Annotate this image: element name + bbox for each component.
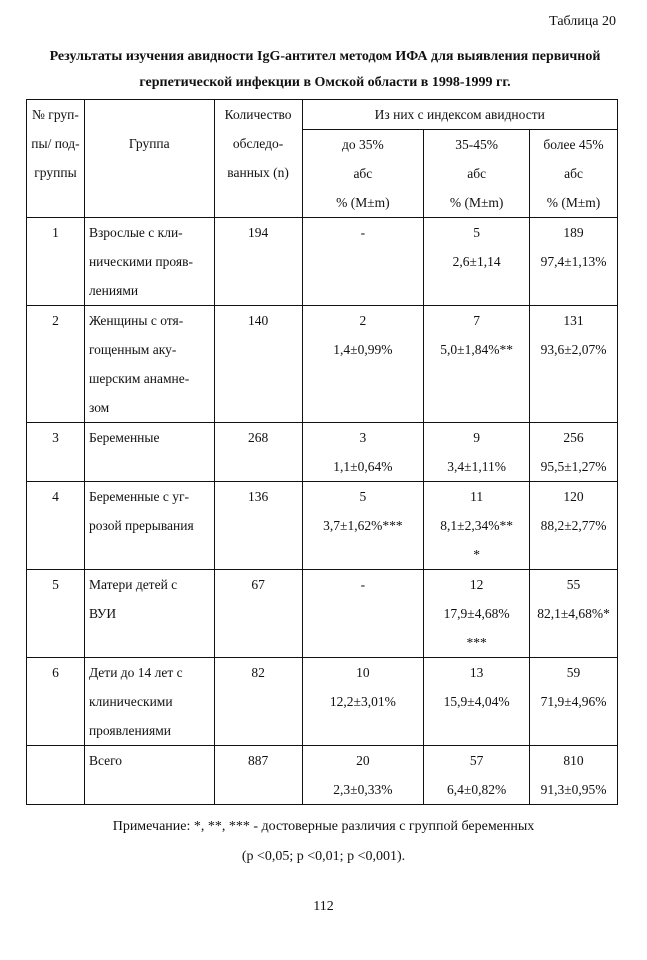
title-line-1: Результаты изучения авидности IgG-антител методом ИФА для выявления первичной bbox=[49, 49, 601, 64]
cell-below-35: 10 12,2±3,01% bbox=[302, 658, 424, 746]
header-row-1 bbox=[27, 100, 618, 130]
cell-below-35: - bbox=[302, 570, 424, 658]
table-row bbox=[27, 746, 618, 805]
cell-count: 194 bbox=[214, 218, 302, 306]
cell-above-45: 131 93,6±2,07% bbox=[530, 306, 618, 423]
table-note-significance: (p <0,05; p <0,01; p <0,001). bbox=[241, 849, 406, 864]
header-sub-3: более 45% абс % (M±m) bbox=[530, 130, 618, 218]
title-line-2: герпетической инфекции в Омской области в 1998-1999 гг. bbox=[139, 75, 511, 90]
header-sub-1: до 35% абс % (M±m) bbox=[302, 130, 424, 218]
cell-group-name: Беременные bbox=[84, 423, 214, 482]
cell-35-45: 57 6,4±0,82% bbox=[424, 746, 530, 805]
cell-35-45: 7 5,0±1,84%** bbox=[424, 306, 530, 423]
cell-group-number: 4 bbox=[27, 482, 85, 570]
cell-above-45: 256 95,5±1,27% bbox=[530, 423, 618, 482]
table-row bbox=[27, 423, 618, 482]
cell-above-45: 189 97,4±1,13% bbox=[530, 218, 618, 306]
cell-group-name: Всего bbox=[84, 746, 214, 805]
table-row bbox=[27, 658, 618, 746]
cell-count: 82 bbox=[214, 658, 302, 746]
header-sub-2: 35-45% абс % (M±m) bbox=[424, 130, 530, 218]
cell-below-35: - bbox=[302, 218, 424, 306]
table-caption: Таблица 20 bbox=[549, 14, 616, 29]
cell-group-name: Дети до 14 лет с клиническими проявлениями bbox=[84, 658, 214, 746]
header-group-number: № груп- пы/ под- группы bbox=[27, 100, 85, 218]
cell-below-35: 20 2,3±0,33% bbox=[302, 746, 424, 805]
cell-group-number: 5 bbox=[27, 570, 85, 658]
table-row bbox=[27, 306, 618, 423]
cell-35-45: 13 15,9±4,04% bbox=[424, 658, 530, 746]
cell-group-number bbox=[27, 746, 85, 805]
page-number: 112 bbox=[313, 899, 334, 914]
cell-count: 140 bbox=[214, 306, 302, 423]
cell-count: 887 bbox=[214, 746, 302, 805]
table-row bbox=[27, 218, 618, 306]
cell-group-name: Матери детей с ВУИ bbox=[84, 570, 214, 658]
cell-below-35: 5 3,7±1,62%*** bbox=[302, 482, 424, 570]
cell-group-number: 3 bbox=[27, 423, 85, 482]
cell-35-45: 12 17,9±4,68% *** bbox=[424, 570, 530, 658]
table-title bbox=[20, 44, 630, 96]
cell-group-name: Взрослые с кли- ническими прояв- лениями bbox=[84, 218, 214, 306]
cell-35-45: 5 2,6±1,14 bbox=[424, 218, 530, 306]
table-note: Примечание: *, **, *** - достоверные различия с группой беременных bbox=[112, 819, 535, 834]
cell-35-45: 9 3,4±1,11% bbox=[424, 423, 530, 482]
cell-group-name: Беременные с уг- розой прерывания bbox=[84, 482, 214, 570]
table-row bbox=[27, 570, 618, 658]
cell-above-45: 59 71,9±4,96% bbox=[530, 658, 618, 746]
cell-above-45: 120 88,2±2,77% bbox=[530, 482, 618, 570]
results-table bbox=[26, 99, 618, 805]
table-body bbox=[27, 100, 618, 805]
header-group: Группа bbox=[84, 100, 214, 218]
cell-below-35: 3 1,1±0,64% bbox=[302, 423, 424, 482]
cell-count: 136 bbox=[214, 482, 302, 570]
cell-group-number: 1 bbox=[27, 218, 85, 306]
cell-count: 67 bbox=[214, 570, 302, 658]
cell-above-45: 810 91,3±0,95% bbox=[530, 746, 618, 805]
header-count: Количество обследо- ванных (n) bbox=[214, 100, 302, 218]
cell-group-name: Женщины с отя- гощенным аку- шерским анамне- зом bbox=[84, 306, 214, 423]
cell-below-35: 2 1,4±0,99% bbox=[302, 306, 424, 423]
cell-group-number: 6 bbox=[27, 658, 85, 746]
cell-above-45: 55 82,1±4,68%* bbox=[530, 570, 618, 658]
cell-35-45: 11 8,1±2,34%** * bbox=[424, 482, 530, 570]
header-avidity-index: Из них с индексом авидности bbox=[302, 100, 617, 130]
table-row bbox=[27, 482, 618, 570]
cell-count: 268 bbox=[214, 423, 302, 482]
cell-group-number: 2 bbox=[27, 306, 85, 423]
